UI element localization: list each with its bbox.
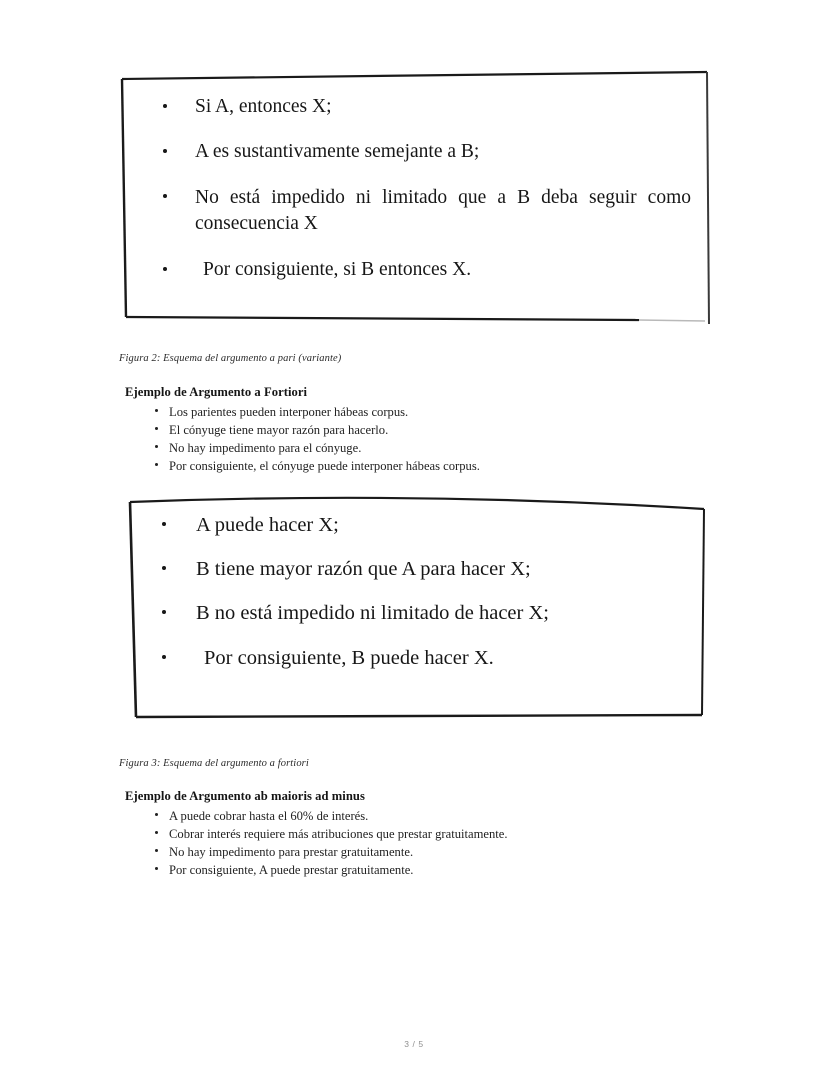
list-item	[155, 843, 719, 861]
list-item-text: Cobrar interés requiere más atribuciones que prestar gratuitamente.	[169, 827, 508, 841]
bullet-icon	[155, 463, 158, 466]
list-item	[155, 421, 719, 439]
bullet-icon	[155, 831, 158, 834]
fortiori-example-list	[119, 403, 719, 475]
bullet-icon	[155, 849, 158, 852]
bullet-icon	[162, 566, 166, 570]
bullet-icon	[162, 522, 166, 526]
figure-box-argumento-a-pari	[119, 71, 711, 325]
list-item-text: Por consiguiente, el cónyuge puede interponer hábeas corpus.	[169, 459, 480, 473]
figure-2-item	[163, 185, 691, 236]
list-item	[155, 439, 719, 457]
figure-3-item	[162, 601, 692, 625]
figure-2-schema-list	[163, 95, 691, 303]
figure-3-item-text: Por consiguiente, B puede hacer X.	[204, 646, 494, 669]
figure-3-caption: Figura 3: Esquema del argumento a fortiori	[119, 758, 309, 769]
figure-2-item	[163, 140, 691, 163]
figure-2-item-text: Por consiguiente, si B entonces X.	[203, 259, 472, 281]
bullet-icon	[163, 194, 167, 198]
figure-3-item-text: B tiene mayor razón que A para hacer X;	[196, 558, 531, 581]
list-item	[155, 825, 719, 843]
page-number-footer: 3 / 5	[404, 1039, 424, 1049]
section-argumento-ab-maioris-ad-minus	[119, 789, 719, 879]
list-item-text: Los parientes pueden interponer hábeas corpus.	[169, 405, 409, 419]
list-item-text: No hay impedimento para el cónyuge.	[169, 441, 362, 455]
figure-box-argumento-a-fortiori	[126, 493, 708, 723]
figure-2-item-text: Si A, entonces X;	[195, 96, 332, 117]
list-item	[155, 861, 719, 879]
bullet-icon	[155, 867, 158, 870]
bullet-icon	[163, 104, 167, 108]
figure-2-item-text: No está impedido ni limitado que a B deba seguir como consecuencia X	[195, 187, 691, 234]
section-heading-fortiori: Ejemplo de Argumento a Fortiori	[125, 385, 308, 399]
section-argumento-a-fortiori	[119, 385, 719, 475]
figure-3-item	[162, 513, 692, 537]
bullet-icon	[155, 409, 158, 412]
ab-maioris-example-list	[119, 807, 719, 879]
list-item	[155, 403, 719, 421]
bullet-icon	[155, 427, 158, 430]
list-item-text: No hay impedimento para prestar gratuitamente.	[169, 845, 414, 859]
list-item	[155, 457, 719, 475]
figure-2-item	[163, 95, 691, 118]
figure-3-item-text: B no está impedido ni limitado de hacer X;	[196, 602, 549, 625]
list-item	[155, 807, 719, 825]
figure-3-item	[162, 557, 692, 581]
bullet-icon	[155, 445, 158, 448]
figure-2-item-text: A es sustantivamente semejante a B;	[195, 141, 480, 162]
figure-3-item	[162, 646, 692, 670]
bullet-icon	[162, 655, 166, 659]
figure-2-caption: Figura 2: Esquema del argumento a pari (variante)	[119, 353, 342, 364]
figure-3-schema-list	[162, 513, 692, 690]
bullet-icon	[163, 149, 167, 153]
list-item-text: El cónyuge tiene mayor razón para hacerlo.	[169, 423, 389, 437]
section-heading-ab-maioris: Ejemplo de Argumento ab maioris ad minus	[125, 789, 365, 803]
bullet-icon	[162, 610, 166, 614]
bullet-icon	[155, 813, 158, 816]
figure-2-item	[163, 258, 691, 281]
bullet-icon	[163, 267, 167, 271]
list-item-text: A puede cobrar hasta el 60% de interés.	[169, 809, 369, 823]
figure-3-item-text: A puede hacer X;	[196, 514, 339, 536]
list-item-text: Por consiguiente, A puede prestar gratuitamente.	[169, 863, 414, 877]
